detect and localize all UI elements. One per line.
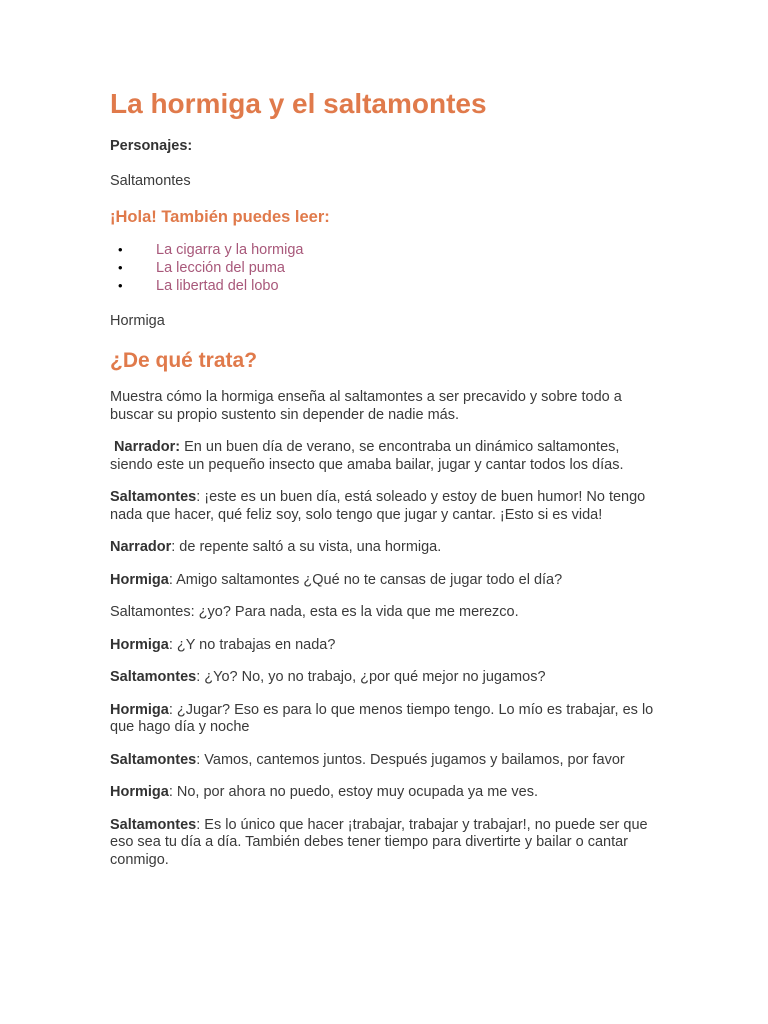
also-read-item <box>110 277 655 295</box>
also-read-item <box>110 259 655 277</box>
speaker-name: Hormiga <box>110 571 169 588</box>
speaker-name: Saltamontes <box>110 604 191 620</box>
speaker-name: Saltamontes <box>110 669 197 685</box>
speaker-name: Narrador <box>110 539 172 555</box>
speaker-text: : No, por ahora no puedo, estoy muy ocupada ya me ves. <box>168 784 538 800</box>
dialogue-line <box>110 439 655 474</box>
speaker-text: : Es lo único que hacer ¡trabajar, trabajar y trabajar!, no puede ser que eso sea tu día a día. También debes tener tiempo para divertirte y bailar o cantar conmigo. <box>110 816 648 868</box>
dialogue-line <box>110 669 655 687</box>
dialogue-line <box>110 539 655 557</box>
bullet-icon: • <box>118 242 123 257</box>
speaker-text: : ¿yo? Para nada, esta es la vida que me merezco. <box>190 604 519 620</box>
page-title: La hormiga y el saltamontes <box>110 88 487 119</box>
speaker-text: : ¿Y no trabajas en nada? <box>168 636 336 653</box>
character-saltamontes: Saltamontes <box>110 173 191 189</box>
section-heading: ¿De qué trata? <box>110 349 258 372</box>
dialogue-line <box>110 702 655 737</box>
also-read-heading: ¡Hola! También puedes leer: <box>110 208 330 226</box>
characters-label: Personajes: <box>110 138 193 154</box>
dialogue-line <box>110 637 655 655</box>
link-la-leccion-del-puma[interactable]: La lección del puma <box>156 260 285 276</box>
dialogue-line <box>110 752 655 770</box>
speaker-text: : ¿Yo? No, yo no trabajo, ¿por qué mejor no jugamos? <box>196 669 546 685</box>
bullet-icon: • <box>118 278 123 293</box>
bullet-icon: • <box>118 260 123 275</box>
speaker-name: Saltamontes <box>110 816 197 833</box>
summary-paragraph: Muestra cómo la hormiga enseña al saltamontes a ser precavido y sobre todo a buscar su propio sustento sin depender de nadie más. <box>110 389 622 423</box>
also-read-item <box>110 241 655 259</box>
speaker-text: : de repente saltó a su vista, una hormiga. <box>171 539 442 555</box>
dialogue-line <box>110 784 655 802</box>
document-page <box>110 86 655 869</box>
character-hormiga: Hormiga <box>110 313 165 329</box>
speaker-text: : ¡este es un buen día, está soleado y estoy de buen humor! No tengo nada que hacer, qué feliz soy, solo tengo que jugar y cantar. ¡Esto si es vida! <box>110 489 646 523</box>
dialogue-line <box>110 489 655 524</box>
dialogue-line <box>110 817 655 870</box>
speaker-name: Hormiga <box>110 636 169 653</box>
speaker-text: : Vamos, cantemos juntos. Después jugamos y bailamos, por favor <box>196 751 625 768</box>
speaker-name: Hormiga <box>110 701 169 718</box>
dialogue-line <box>110 572 655 590</box>
dialogue-line <box>110 604 655 622</box>
speaker-text: En un buen día de verano, se encontraba un dinámico saltamontes, siendo este un pequeño insecto que amaba bailar, jugar y cantar todos los días. <box>110 439 624 473</box>
speaker-name: Saltamontes <box>110 751 197 768</box>
dialogue <box>110 439 655 869</box>
speaker-name: Narrador: <box>114 439 181 455</box>
speaker-name: Saltamontes <box>110 489 197 505</box>
link-la-libertad-del-lobo[interactable]: La libertad del lobo <box>156 278 279 294</box>
speaker-name: Hormiga <box>110 784 169 800</box>
speaker-text: : Amigo saltamontes ¿Qué no te cansas de jugar todo el día? <box>168 571 563 588</box>
link-la-cigarra-y-la-hormiga[interactable]: La cigarra y la hormiga <box>156 242 304 258</box>
also-read-list <box>110 241 655 295</box>
speaker-text: : ¿Jugar? Eso es para lo que menos tiempo tengo. Lo mío es trabajar, es lo que hago día y noche <box>110 701 654 735</box>
